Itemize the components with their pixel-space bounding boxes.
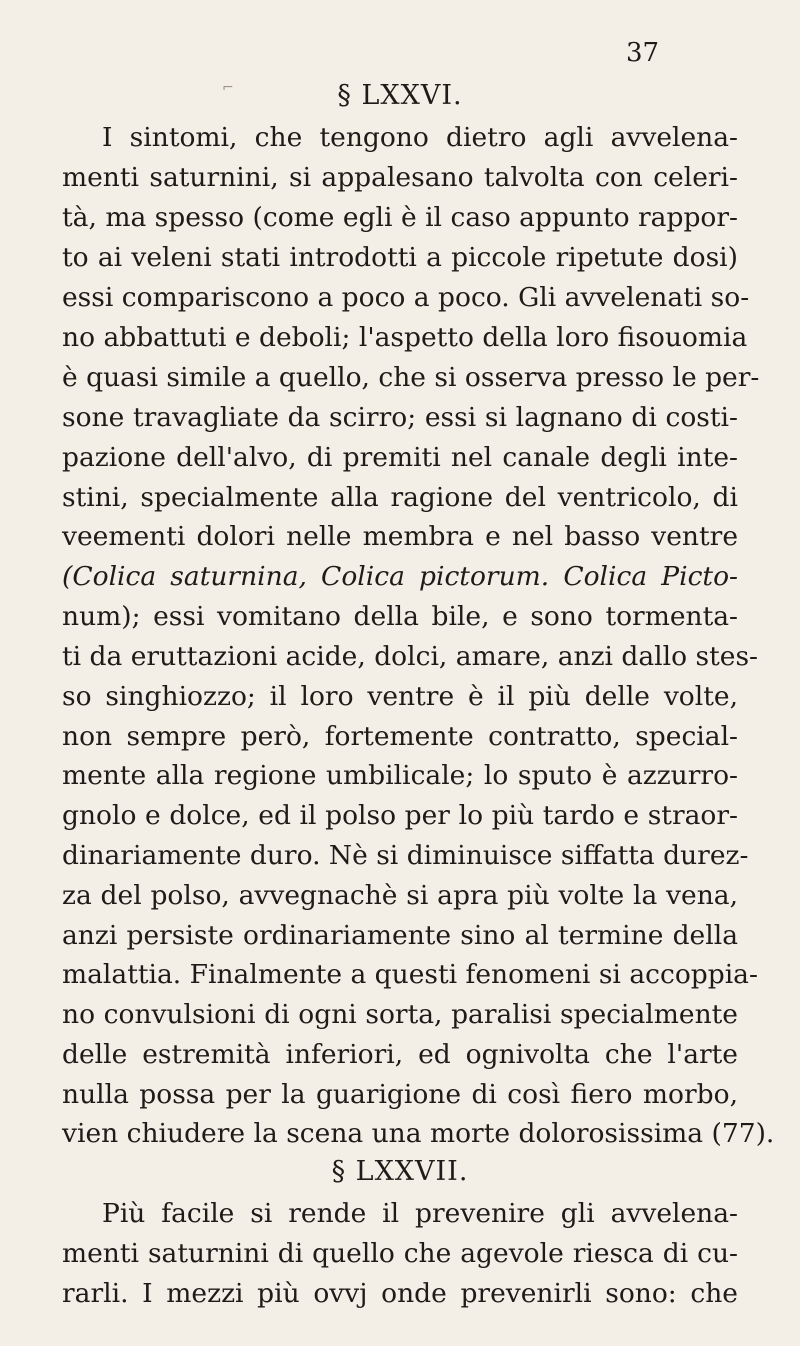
text-line: ti da eruttazioni acide, dolci, amare, anzi dallo stes-	[62, 641, 759, 672]
text-line: vien chiudere la scena una morte dolorosissima (77).	[62, 1118, 775, 1149]
text-line: za del polso, avvegnachè si apra più volte la vena,	[62, 880, 738, 911]
section-heading-lxxvi: § LXXVI.	[337, 80, 463, 111]
text-line: anzi persiste ordinariamente sino al termine della	[62, 920, 738, 951]
text-line: menti saturnini, si appalesano talvolta con celeri-	[62, 162, 738, 193]
text-line: mente alla regione umbilicale; lo sputo è azzurro-	[62, 760, 738, 791]
stray-ink-mark: ⌐	[222, 80, 234, 96]
text-line: malattia. Finalmente a questi fenomeni si accoppia-	[62, 959, 758, 990]
text-line: nulla possa per la guarigione di così fiero morbo,	[62, 1079, 738, 1110]
text-line: tà, ma spesso (come egli è il caso appunto rappor-	[62, 202, 738, 233]
text-line: menti saturnini di quello che agevole riesca di cu-	[62, 1238, 738, 1269]
text-line: essi compariscono a poco a poco. Gli avvelenati so-	[62, 282, 750, 313]
section-heading-lxxvii: § LXXVII.	[331, 1156, 469, 1187]
text-line: veementi dolori nelle membra e nel basso ventre	[62, 521, 738, 552]
text-line: Più facile si rende il prevenire gli avvelena-	[102, 1198, 738, 1229]
text-line: so singhiozzo; il loro ventre è il più delle volte,	[62, 681, 738, 712]
text-line: no convulsioni di ogni sorta, paralisi specialmente	[62, 999, 738, 1030]
text-line: pazione dell'alvo, di premiti nel canale degli inte-	[62, 442, 738, 473]
text-line: to ai veleni stati introdotti a piccole ripetute dosi)	[62, 242, 738, 273]
text-line: I sintomi, che tengono dietro agli avvelena-	[102, 122, 738, 153]
text-line: non sempre però, fortemente contratto, special-	[62, 721, 738, 752]
text-line: stini, specialmente alla ragione del ventricolo, di	[62, 482, 738, 513]
text-line: no abbattuti e deboli; l'aspetto della loro fisouomia	[62, 322, 748, 353]
text-line: (Colica saturnina, Colica pictorum. Colica Picto-	[62, 561, 738, 592]
text-line: è quasi simile a quello, che si osserva presso le per-	[62, 362, 760, 393]
text-line: sone travagliate da scirro; essi si lagnano di costi-	[62, 402, 738, 433]
page-number: 37	[626, 38, 660, 68]
text-line: num); essi vomitano della bile, e sono tormenta-	[62, 601, 738, 632]
text-line: gnolo e dolce, ed il polso per lo più tardo e straor-	[62, 800, 738, 831]
text-line: rarli. I mezzi più ovvj onde prevenirli sono: che	[62, 1278, 738, 1309]
text-line: delle estremità inferiori, ed ognivolta che l'arte	[62, 1039, 738, 1070]
text-line: dinariamente duro. Nè si diminuisce siffatta durez-	[62, 840, 749, 871]
